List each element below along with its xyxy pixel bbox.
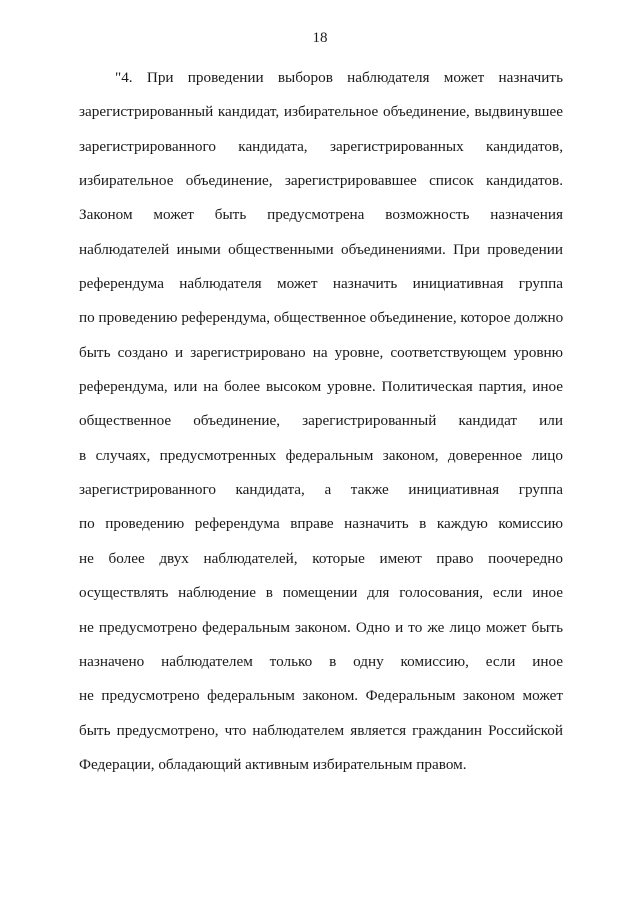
text-line: быть предусмотрено, что наблюдателем является гражданин Российской (79, 721, 563, 739)
text-line: наблюдателей иными общественными объединениями. При проведении (79, 240, 563, 258)
text-line: быть создано и зарегистрировано на уровне, соответствующем уровню (79, 343, 563, 361)
text-line: в случаях, предусмотренных федеральным законом, доверенное лицо (79, 446, 563, 464)
page-number: 18 (312, 30, 328, 46)
text-line: осуществлять наблюдение в помещении для голосования, если иное (79, 584, 563, 602)
text-line: назначено наблюдателем только в одну комиссию, если иное (79, 652, 563, 670)
text-line: не предусмотрено федеральным законом. Одно и то же лицо может быть (79, 618, 563, 636)
body-paragraph (79, 66, 563, 787)
text-line: Законом может быть предусмотрена возможность назначения (79, 206, 563, 224)
text-line: по проведению референдума, общественное объединение, которое должно (79, 309, 564, 327)
text-line: "4. При проведении выборов наблюдателя может назначить (115, 69, 563, 86)
text-line: избирательное объединение, зарегистрировавшее список кандидатов. (79, 172, 563, 190)
text-line: по проведению референдума вправе назначить в каждую комиссию (79, 515, 563, 533)
text-line: не более двух наблюдателей, которые имеют право поочередно (79, 549, 563, 567)
text-line: референдума, или на более высоком уровне. Политическая партия, иное (79, 378, 563, 396)
text-line: зарегистрированного кандидата, а также инициативная группа (79, 481, 563, 499)
text-line: Федерации, обладающий активным избирательным правом. (79, 755, 467, 773)
text-line: референдума наблюдателя может назначить инициативная группа (79, 275, 563, 293)
text-line: зарегистрированный кандидат, избирательное объединение, выдвинувшее (79, 103, 563, 121)
text-line: общественное объединение, зарегистрированный кандидат или (79, 412, 563, 430)
text-line: не предусмотрено федеральным законом. Федеральным законом может (79, 687, 563, 705)
text-line: зарегистрированного кандидата, зарегистрированных кандидатов, (79, 137, 563, 155)
